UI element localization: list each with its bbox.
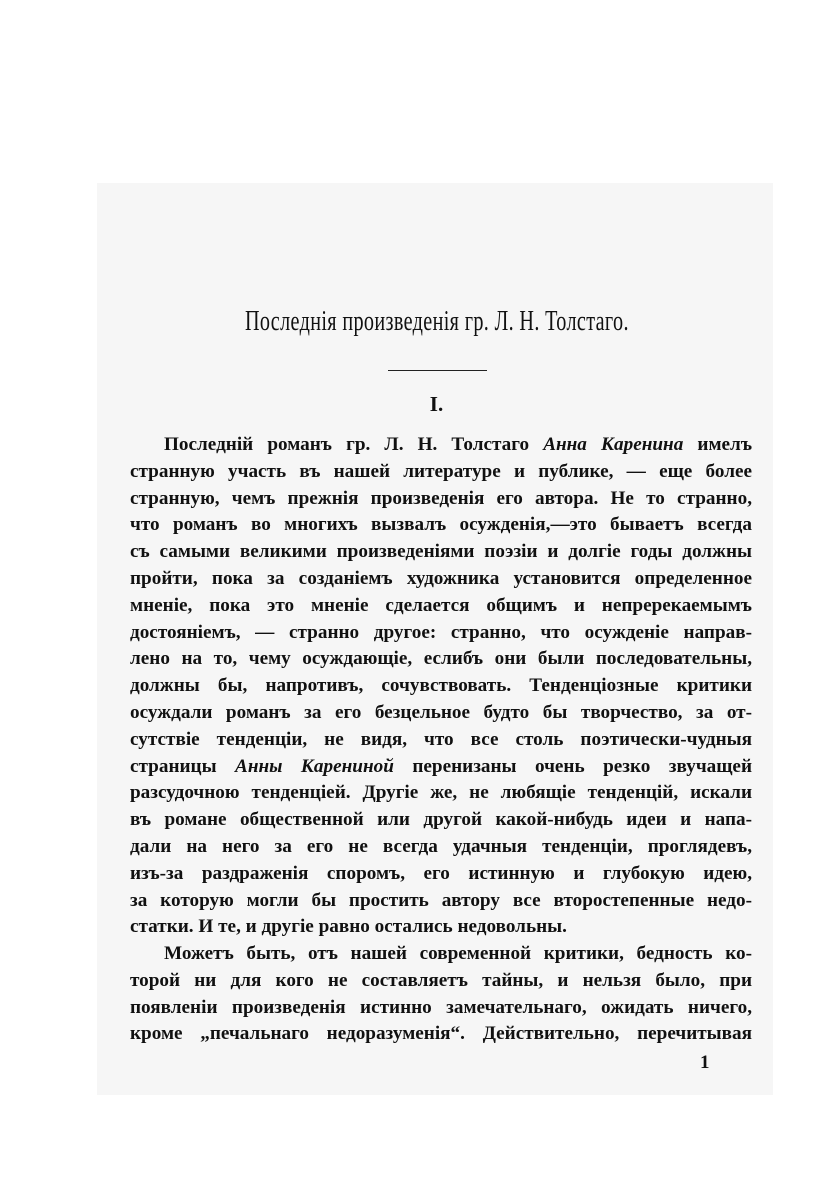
page-title: Последнія произведенія гр. Л. Н. Толстаго.: [244, 306, 629, 337]
text-line: торой ни для кого не составляетъ тайны, и нельзя было, при: [130, 969, 752, 991]
text-fragment: Последній романъ гр. Л. Н. Толстаго: [164, 434, 544, 455]
text-line: изъ-за раздраженія споромъ, его истинную и глубокую идею,: [130, 862, 752, 884]
text-fragment: страницы: [130, 755, 236, 777]
text-line: сутствіе тенденціи, не видя, что все столь поэтически-чудныя: [130, 728, 752, 750]
text-line: статки. И те, и другіе равно остались недовольны.: [130, 916, 567, 938]
paragraph-2: [130, 941, 752, 1048]
text-line: лено на то, чему осуждающіе, еслибъ они были последовательны,: [130, 648, 752, 670]
text-line: [130, 432, 752, 459]
italic-title: Анна Каренина: [543, 434, 684, 455]
text-line: что романъ во многихъ вызвалъ осужденія,—это бываетъ всегда: [130, 514, 752, 536]
section-number: I.: [429, 392, 444, 416]
text-line: разсудочною тенденціей. Другіе же, не любящіе тенденцій, искали: [130, 782, 752, 804]
text-fragment: имелъ: [683, 434, 753, 455]
paragraph-1: [130, 432, 752, 941]
text-line: странную участь въ нашей литературе и публике, — еще более: [130, 460, 752, 482]
text-line: за которую могли бы простить автору все второстепенные недо-: [130, 889, 752, 911]
text-line: странную, чемъ прежнія произведенія его автора. Не то странно,: [130, 487, 752, 509]
title-divider: [388, 370, 487, 371]
text-line: въ романе общественной или другой какой-нибудь идеи и напа-: [130, 809, 752, 831]
text-line: кроме „печальнаго недоразуменія“. Действительно, перечитывая: [130, 1023, 752, 1045]
text-line: достояніемъ, — странно другое: странно, что осужденіе направ-: [130, 621, 752, 643]
text-line: мненіе, пока это мненіе сделается общимъ и непререкаемымъ: [130, 594, 752, 616]
text-line: Можетъ быть, отъ нашей современной критики, бедность ко-: [164, 943, 752, 964]
italic-title: Анны Карениной: [235, 755, 394, 777]
text-line: появленіи произведенія истинно замечательнаго, ожидать ничего,: [130, 996, 752, 1018]
text-fragment: перенизаны очень резко звучащей: [393, 755, 753, 777]
page-number: 1: [700, 1052, 710, 1073]
text-line: пройти, пока за созданіемъ художника установится определенное: [130, 567, 752, 589]
text-line: [130, 754, 752, 781]
text-line: дали на него за его не всегда удачныя тенденціи, проглядевъ,: [130, 835, 752, 857]
text-line: должны бы, напротивъ, сочувствовать. Тенденціозные критики: [130, 675, 752, 697]
text-line: осуждали романъ за его безцельное будто бы творчество, за от-: [130, 701, 752, 723]
text-line: съ самыми великими произведеніями поэзіи и долгіе годы должны: [130, 541, 752, 563]
